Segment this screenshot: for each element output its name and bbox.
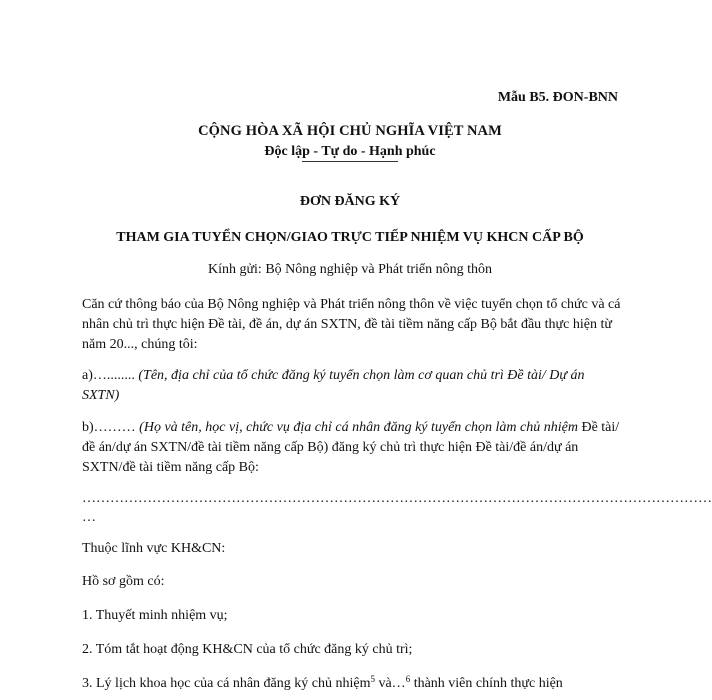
national-name: CỘNG HÒA XÃ HỘI CHỦ NGHĨA VIỆT NAM bbox=[198, 123, 502, 139]
dossier-item-3 bbox=[82, 676, 563, 692]
intro-paragraph: Căn cứ thông báo của Bộ Nông nghiệp và Phát triển nông thôn về việc tuyển chọn tổ chức và cá nhân chủ trì thực hiện Đề tài, đề án, dự án SXTN, đề tài tiềm năng cấp Bộ bắt đầu thực hiện từ năm 20..., chúng tôi: bbox=[82, 297, 621, 352]
field-label: Thuộc lĩnh vực KH&CN: bbox=[82, 541, 226, 556]
form-code: Mẫu B5. ĐON-BNN bbox=[497, 90, 618, 105]
item-a-note: (Tên, địa chỉ của tổ chức đăng ký tuyển chọn làm cơ quan chủ trì Đề tài/ Dự án SXTN) bbox=[82, 368, 585, 403]
motto-underline bbox=[302, 161, 398, 162]
footnote-ref-6: 6 bbox=[405, 674, 411, 684]
document-subtitle: THAM GIA TUYỂN CHỌN/GIAO TRỰC TIẾP NHIỆM VỤ KHCN CẤP BỘ bbox=[116, 230, 584, 245]
fill-in-dots-continuation: … bbox=[82, 510, 96, 525]
item-a bbox=[82, 366, 622, 406]
dossier-item-3-part-b: và… bbox=[374, 676, 406, 691]
footnote-ref-5: 5 bbox=[370, 674, 375, 684]
item-b bbox=[82, 418, 622, 478]
dossier-item-3-part-c: thành viên chính thực hiện bbox=[410, 676, 563, 691]
fill-in-dots-line: ……………………………………………………………………………………………………………………… bbox=[82, 491, 712, 506]
item-b-text: Đề tài/đề án/dự án SXTN/đề tài tiềm năng cấp Bộ) đăng ký chủ trì thực hiện Đề tài/đề án/dự án SXTN/đề tài tiềm năng cấp Bộ: bbox=[82, 420, 620, 475]
dossier-item-2: 2. Tóm tắt hoạt động KH&CN của tổ chức đăng ký chủ trì; bbox=[82, 642, 413, 657]
dossier-item-3-part-a: 3. Lý lịch khoa học của cá nhân đăng ký chủ nhiệm bbox=[82, 676, 371, 691]
dossier-label: Hồ sơ gồm có: bbox=[82, 574, 165, 589]
greeting: Kính gửi: Bộ Nông nghiệp và Phát triển nông thôn bbox=[207, 262, 493, 277]
item-b-prefix: b)……… bbox=[82, 420, 136, 435]
document-title: ĐƠN ĐĂNG KÝ bbox=[299, 194, 401, 209]
national-motto: Độc lập - Tự do - Hạnh phúc bbox=[264, 144, 436, 159]
dossier-item-1: 1. Thuyết minh nhiệm vụ; bbox=[82, 608, 228, 623]
item-a-prefix: a)…........ bbox=[82, 368, 135, 383]
item-b-note: (Họ và tên, học vị, chức vụ địa chỉ cá nhân đăng ký tuyển chọn làm chủ nhiệm bbox=[139, 420, 578, 435]
